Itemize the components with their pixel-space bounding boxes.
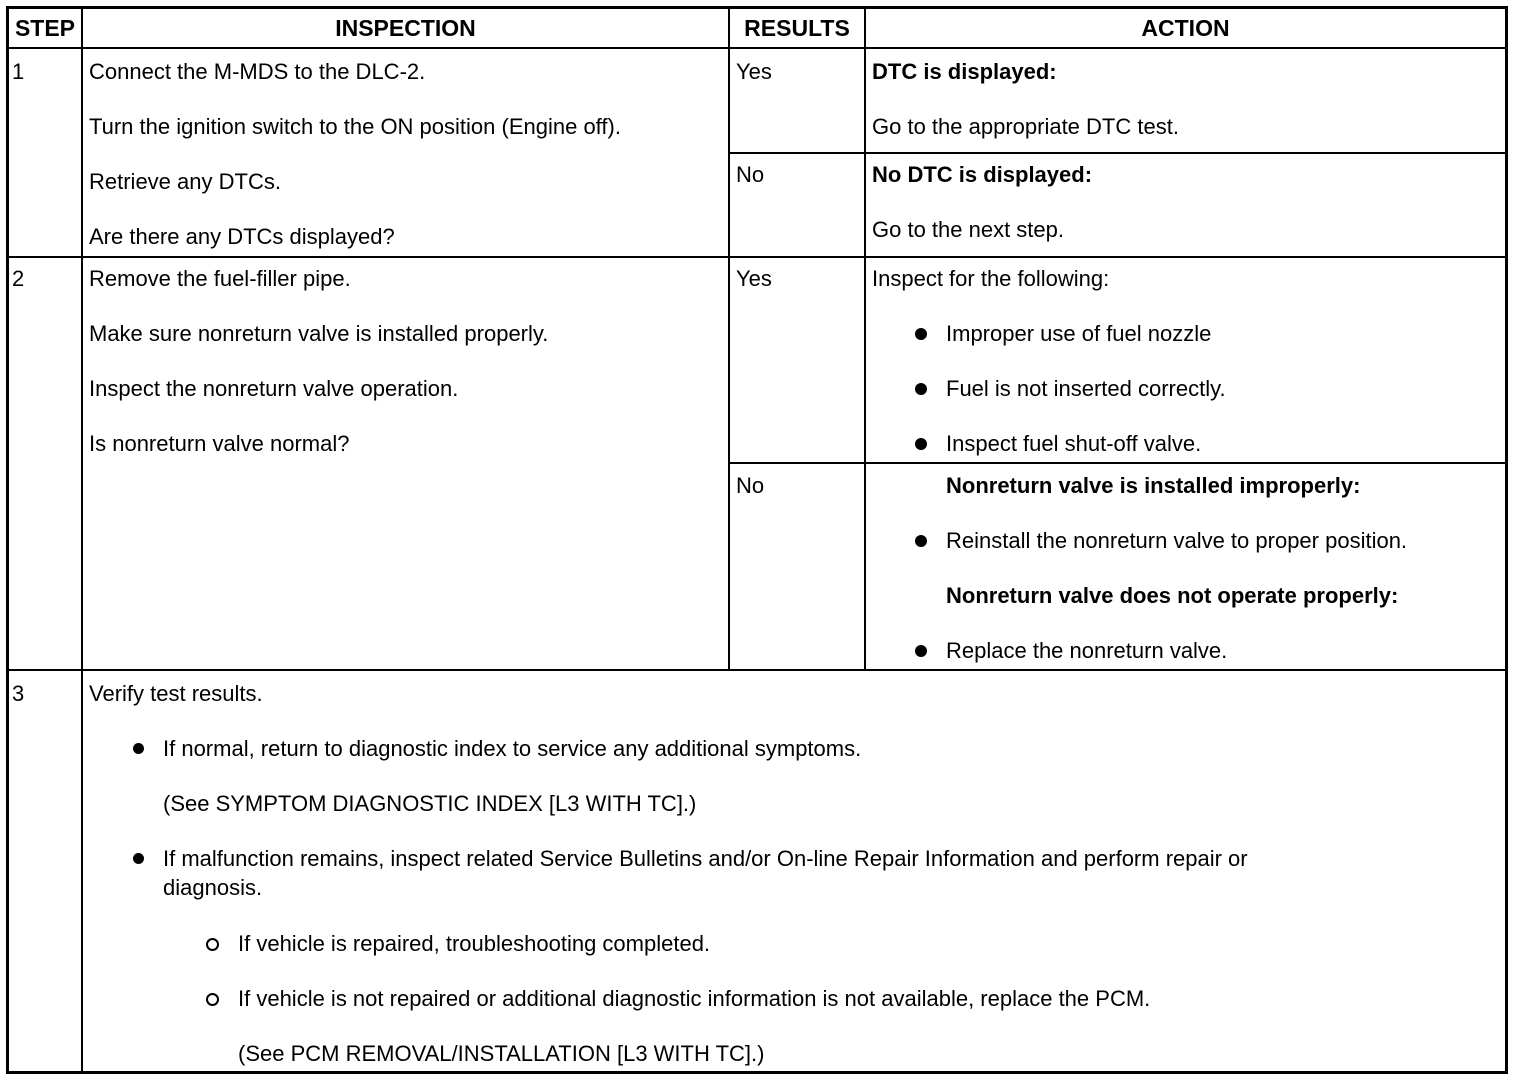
step1-split-rule bbox=[729, 152, 1508, 154]
inspection-line: Are there any DTCs displayed? bbox=[89, 224, 395, 249]
header-inspection: INSPECTION bbox=[335, 15, 476, 41]
step1-bottom-rule bbox=[6, 256, 1508, 258]
inspection-line: Inspect the nonreturn valve operation. bbox=[89, 376, 459, 401]
result-no: No bbox=[736, 162, 765, 187]
sub-bullet-icon bbox=[206, 938, 219, 951]
step3-bullet-continued: diagnosis. bbox=[163, 875, 263, 900]
action-heading: Nonreturn valve does not operate properly: bbox=[946, 583, 1399, 608]
col-rule-step bbox=[81, 6, 83, 1074]
table-border-right bbox=[1505, 6, 1508, 1074]
action-bullet: Replace the nonreturn valve. bbox=[946, 638, 1228, 663]
sub-bullet-icon bbox=[206, 993, 219, 1006]
inspection-line: Turn the ignition switch to the ON position (Engine off). bbox=[89, 114, 621, 139]
step3-bullet: If malfunction remains, inspect related Service Bulletins and/or On-line Repair Information and perform repair or bbox=[163, 846, 1248, 871]
action-intro: Inspect for the following: bbox=[872, 266, 1110, 291]
action-bullet: Improper use of fuel nozzle bbox=[946, 321, 1212, 346]
step3-reference: (See SYMPTOM DIAGNOSTIC INDEX [L3 WITH TC].) bbox=[163, 791, 697, 816]
bullet-icon bbox=[915, 328, 927, 340]
step3-intro: Verify test results. bbox=[89, 681, 263, 706]
step-number: 3 bbox=[12, 681, 25, 706]
bullet-icon bbox=[915, 438, 927, 450]
col-rule-results bbox=[864, 6, 866, 671]
step2-bottom-rule bbox=[6, 669, 1508, 671]
bullet-icon bbox=[915, 535, 927, 547]
bullet-icon bbox=[133, 853, 144, 864]
action-text: Go to the appropriate DTC test. bbox=[872, 114, 1179, 139]
inspection-line: Retrieve any DTCs. bbox=[89, 169, 281, 194]
inspection-line: Connect the M-MDS to the DLC-2. bbox=[89, 59, 426, 84]
action-bullet: Inspect fuel shut-off valve. bbox=[946, 431, 1202, 456]
action-heading: DTC is displayed: bbox=[872, 59, 1057, 84]
action-text: Go to the next step. bbox=[872, 217, 1065, 242]
bullet-icon bbox=[133, 743, 144, 754]
result-yes: Yes bbox=[736, 59, 772, 84]
header-step: STEP bbox=[14, 15, 76, 41]
step-number: 2 bbox=[12, 266, 25, 291]
action-heading: Nonreturn valve is installed improperly: bbox=[946, 473, 1361, 498]
col-rule-inspection bbox=[728, 6, 730, 671]
step3-sub-bullet: If vehicle is repaired, troubleshooting completed. bbox=[238, 931, 711, 956]
inspection-line: Make sure nonreturn valve is installed properly. bbox=[89, 321, 549, 346]
header-action: ACTION bbox=[1141, 15, 1230, 41]
step3-sub-bullet: If vehicle is not repaired or additional diagnostic information is not available, replace the PCM. bbox=[238, 986, 1151, 1011]
inspection-line: Remove the fuel-filler pipe. bbox=[89, 266, 351, 291]
action-bullet: Fuel is not inserted correctly. bbox=[946, 376, 1226, 401]
header-results: RESULTS bbox=[744, 15, 850, 41]
step3-bullet: If normal, return to diagnostic index to service any additional symptoms. bbox=[163, 736, 862, 761]
bullet-icon bbox=[915, 645, 927, 657]
action-bullet: Reinstall the nonreturn valve to proper position. bbox=[946, 528, 1408, 553]
step3-reference: (See PCM REMOVAL/INSTALLATION [L3 WITH TC].) bbox=[238, 1041, 765, 1066]
result-yes: Yes bbox=[736, 266, 772, 291]
table-border-left bbox=[6, 6, 9, 1074]
step-number: 1 bbox=[12, 59, 25, 84]
inspection-line: Is nonreturn valve normal? bbox=[89, 431, 350, 456]
action-heading: No DTC is displayed: bbox=[872, 162, 1093, 187]
header-rule bbox=[6, 47, 1508, 49]
table-border-top bbox=[6, 6, 1508, 9]
bullet-icon bbox=[915, 383, 927, 395]
table-border-bottom bbox=[6, 1071, 1508, 1074]
step2-split-rule bbox=[729, 462, 1508, 464]
result-no: No bbox=[736, 473, 765, 498]
